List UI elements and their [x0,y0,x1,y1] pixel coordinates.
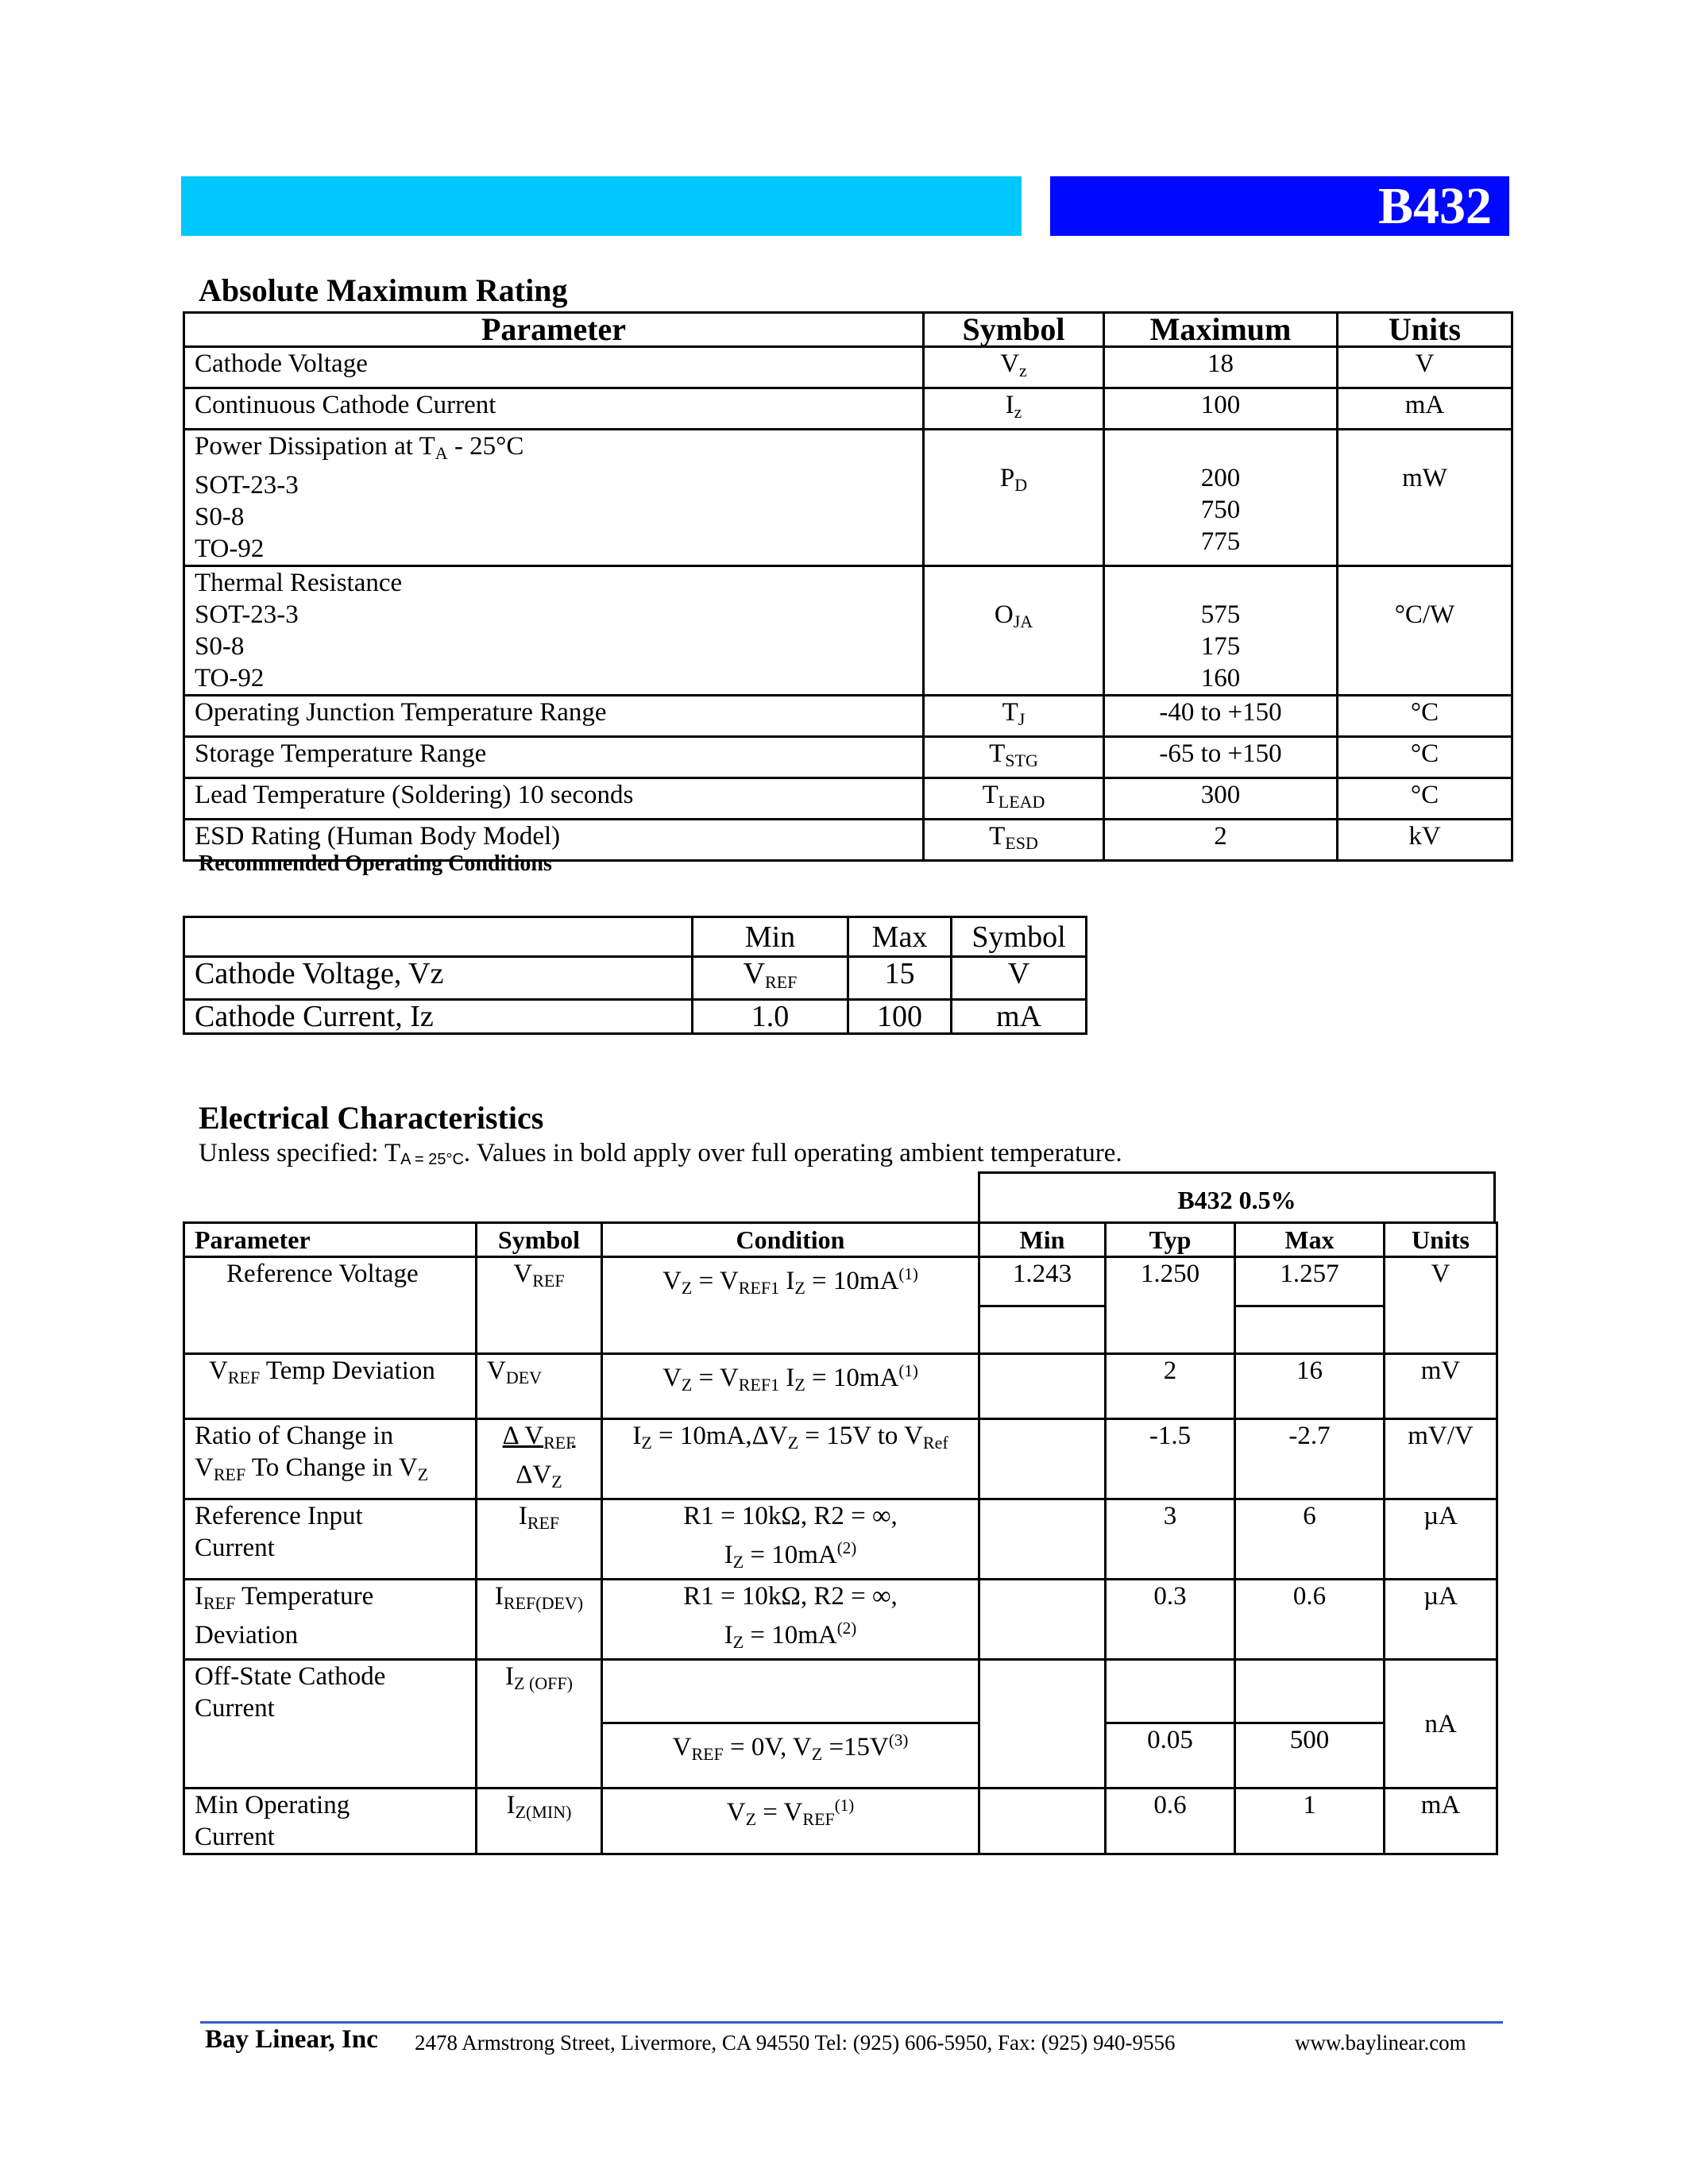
header-band-cyan [181,176,1022,236]
table-row [184,347,1512,388]
symbol-cell: $T_{ESD}$ [924,820,1104,861]
table-row [184,957,1087,1000]
param-cell: $I_{REF}$ Temperature Deviation [184,1580,477,1660]
max-cell: 2 [1104,820,1338,861]
col-header-parameter: Parameter [184,313,924,347]
param-cell: Power Dissipation at $T_A - 25^\circ C$ SOT-23-3 S0-8 TO-92 [184,430,924,566]
condition-cell: R1 = 10kΩ, R2 = ∞, $I_Z = 10mA^{(2)}$ [602,1499,979,1580]
max-cell: 100 [1104,388,1338,430]
group-header-b432: B432 0.5% [978,1171,1496,1224]
max-cell: 0.6 [1235,1580,1385,1660]
col-header-symbol: Symbol [952,917,1087,957]
unit-cell: µA [1385,1580,1497,1660]
min-cell [979,1660,1106,1788]
col-header-min: Min [979,1223,1106,1257]
table-row [184,778,1512,820]
max-cell: -65 to +150 [1104,737,1338,778]
condition-cell: R1 = 10kΩ, R2 = ∞, $I_Z = 10mA^{(2)}$ [602,1580,979,1660]
table-row [184,1580,1497,1660]
table-row [184,388,1512,430]
symbol-cell: $V_{DEV}$ [477,1354,602,1419]
min-cell [979,1788,1106,1854]
unit-cell: kV [1338,820,1512,861]
param-cell: Reference Input Current [184,1499,477,1580]
typ-cell: 3 [1106,1499,1235,1580]
max-cell-blank [1235,1660,1385,1723]
unit-cell: mA [1338,388,1512,430]
min-cell: $V_{REF}$ [693,957,848,1000]
table-row [184,566,1512,696]
min-cell [979,1580,1106,1660]
col-header-max: Max [848,917,952,957]
max-cell: 500 [1235,1723,1385,1788]
param-cell: Storage Temperature Range [184,737,924,778]
param-cell: Cathode Current, Iz [184,1000,693,1034]
param-cell: ESD Rating (Human Body Model) [184,820,924,861]
param-cell: Ratio of Change in $V_{REF}$ To Change in $V_Z$ [184,1419,477,1499]
max-cell: -40 to +150 [1104,696,1338,737]
table-row [184,1000,1087,1034]
unit-cell: µA [1385,1499,1497,1580]
roc-table [183,916,1087,1035]
max-cell: -2.7 [1235,1419,1385,1499]
min-cell [979,1354,1106,1419]
condition-cell: $V_Z = V_{REF1}$ $I_Z = 10mA^{(1)}$ [602,1257,979,1354]
unit-cell: °C [1338,778,1512,820]
symbol-cell: mA [952,1000,1087,1034]
ec-table [183,1221,1498,1855]
symbol-cell: V [952,957,1087,1000]
unit-cell: mV/V [1385,1419,1497,1499]
max-cell: 16 [1235,1354,1385,1419]
col-header-symbol: Symbol [924,313,1104,347]
typ-cell-blank [1106,1660,1235,1723]
symbol-cell: $V_z$ [924,347,1104,388]
typ-cell: 1.250 [1106,1257,1235,1354]
footer-address: 2478 Armstrong Street, Livermore, CA 94550 Tel: (925) 606-5950, Fax: (925) 940-9556 [415,2031,1176,2055]
unit-cell: °C [1338,696,1512,737]
max-cell: 6 [1235,1499,1385,1580]
param-cell: Operating Junction Temperature Range [184,696,924,737]
table-row [184,696,1512,737]
param-cell: Cathode Voltage [184,347,924,388]
table-row [184,1419,1497,1499]
condition-cell: $V_Z = V_{REF1}$ $I_Z = 10mA^{(1)}$ [602,1354,979,1419]
max-cell-bold [1235,1306,1385,1354]
condition-cell: $V_{REF} = 0V$, $V_Z =15V^{(3)}$ [602,1723,979,1788]
abs-max-table [183,311,1513,862]
col-header-min: Min [693,917,848,957]
typ-cell: 0.6 [1106,1788,1235,1854]
min-cell-bold [979,1306,1106,1354]
table-row [184,1354,1497,1419]
max-cell: 1.257 [1235,1257,1385,1306]
min-cell: 1.243 [979,1257,1106,1306]
table-row [184,1257,1497,1306]
param-cell: Min Operating Current [184,1788,477,1854]
col-header-symbol: Symbol [477,1223,602,1257]
col-header-units: Units [1385,1223,1497,1257]
param-cell: $V_{REF}$ Temp Deviation [184,1354,477,1419]
min-cell [979,1419,1106,1499]
symbol-cell: $O_{JA}$ [924,566,1104,696]
table-row [184,430,1512,566]
col-header-blank [184,917,693,957]
unit-cell: mV [1385,1354,1497,1419]
min-cell: 1.0 [693,1000,848,1034]
min-cell [979,1499,1106,1580]
footer-website[interactable]: www.baylinear.com [1295,2031,1466,2055]
unit-cell: °C/W [1338,566,1512,696]
max-cell: 100 [848,1000,952,1034]
footer-company: Bay Linear, Inc [205,2025,378,2054]
condition-cell: $I_Z = 10mA,\Delta V_Z = 15V$ to $V_{Ref}$ [602,1419,979,1499]
symbol-cell: $I_{Z (OFF)}$ [477,1660,602,1788]
table-row [184,1788,1497,1854]
col-header-units: Units [1338,313,1512,347]
table-header-row [184,917,1087,957]
unit-cell: °C [1338,737,1512,778]
max-cell: 200 750 775 [1104,430,1338,566]
symbol-cell: $I_{REF(DEV)}$ [477,1580,602,1660]
condition-cell-blank [602,1660,979,1723]
unit-cell: mW [1338,430,1512,566]
symbol-cell: $T_J$ [924,696,1104,737]
table-header-row [184,1223,1497,1257]
max-cell: 15 [848,957,952,1000]
max-cell: 575 175 160 [1104,566,1338,696]
table-header-row [184,313,1512,347]
ec-title: Electrical Characteristics [199,1100,544,1136]
footer-divider [200,2021,1503,2024]
unit-cell: V [1385,1257,1497,1354]
unit-cell: mA [1385,1788,1497,1854]
col-header-condition: Condition [602,1223,979,1257]
symbol-cell: $P_D$ [924,430,1104,566]
param-cell: Cathode Voltage, Vz [184,957,693,1000]
symbol-cell: $T_{STG}$ [924,737,1104,778]
param-cell: Reference Voltage [184,1257,477,1354]
param-cell: Off-State Cathode Current [184,1660,477,1788]
table-row [184,1499,1497,1580]
unit-cell: V [1338,347,1512,388]
symbol-cell: Δ $V_{REF}$ $\Delta V_Z$ [477,1419,602,1499]
typ-cell: 2 [1106,1354,1235,1419]
ec-subtitle: Unless specified: TA = 25°C. Values in bold apply over full operating ambient temperature. [199,1139,1122,1168]
typ-cell: 0.05 [1106,1723,1235,1788]
col-header-typ: Typ [1106,1223,1235,1257]
typ-cell: 0.3 [1106,1580,1235,1660]
roc-title: Recommended Operating Conditions [199,851,552,876]
max-cell: 1 [1235,1788,1385,1854]
abs-max-title: Absolute Maximum Rating [199,272,568,308]
typ-cell: -1.5 [1106,1419,1235,1499]
table-row [184,1660,1497,1723]
part-number-banner: B432 [1050,176,1509,236]
col-header-parameter: Parameter [184,1223,477,1257]
symbol-cell: $V_{REF}$ [477,1257,602,1354]
table-row [184,737,1512,778]
param-cell: Continuous Cathode Current [184,388,924,430]
symbol-cell: $I_{Z(MIN)}$ [477,1788,602,1854]
condition-cell: $V_Z = V_{REF}^{(1)}$ [602,1788,979,1854]
param-cell: Thermal Resistance SOT-23-3 S0-8 TO-92 [184,566,924,696]
col-header-maximum: Maximum [1104,313,1338,347]
unit-cell: nA [1385,1660,1497,1788]
col-header-max: Max [1235,1223,1385,1257]
param-cell: Lead Temperature (Soldering) 10 seconds [184,778,924,820]
symbol-cell: $T_{LEAD}$ [924,778,1104,820]
max-cell: 300 [1104,778,1338,820]
max-cell: 18 [1104,347,1338,388]
symbol-cell: $I_{REF}$ [477,1499,602,1580]
symbol-cell: $I_z$ [924,388,1104,430]
